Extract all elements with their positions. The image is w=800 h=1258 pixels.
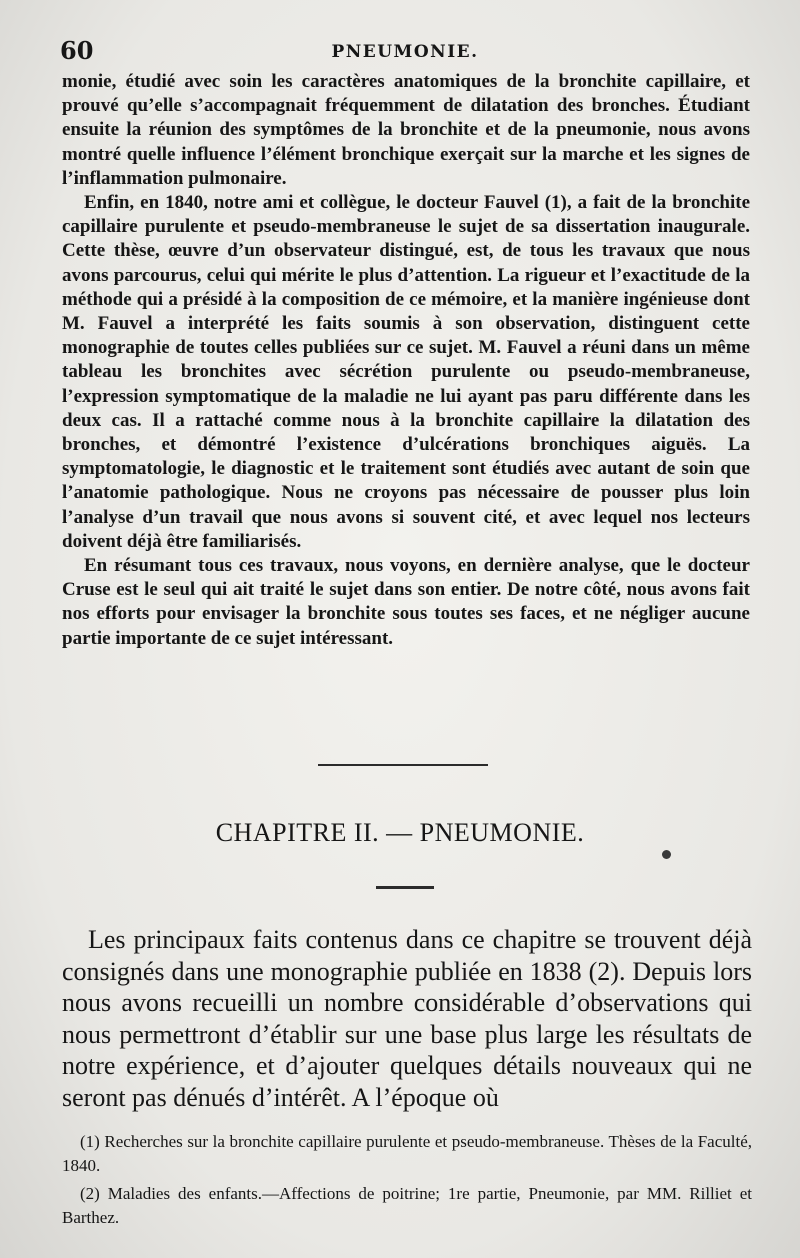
chapter-title-rule xyxy=(376,886,434,889)
chapter-intro-paragraph: Les principaux faits contenus dans ce chapitre se trouvent déjà consignés dans une monographie publiée en 1838 (2). Depuis lors nous avons recueilli un nombre considérable d’observations qui nous permettront d’établir sur une base plus large les résultats de notre expérience, et d’ajouter quelques détails nouveaux qui ne seront pas dénués d’intérêt. A l’époque où xyxy=(62,925,752,1112)
footnote-2: (2) Maladies des enfants.—Affections de poitrine; 1re partie, Pneumonie, par MM. Rilliet et Barthez. xyxy=(62,1184,752,1227)
ink-dot xyxy=(662,850,671,859)
footnotes xyxy=(62,1130,752,1234)
paragraph-continuation: monie, étudié avec soin les caractères anatomiques de la bronchite capillaire, et prouvé qu’elle s’accompagnait fréquemment de dilatation des bronches. Étudiant ensuite la réunion des symptômes de la bronchite et de la pneumonie, nous avons montré quelle influence l’élément bronchique exerçait sur la marche et les signes de l’inflammation pulmonaire. xyxy=(62,71,750,189)
paragraph-summary: En résumant tous ces travaux, nous voyons, en dernière analyse, que le docteur Cruse est le seul qui ait traité le sujet dans son entier. De notre côté, nous avons fait nos efforts pour envisager la bronchite sous toutes ses faces, et ne négliger aucune partie importante de ce sujet intéressant. xyxy=(62,555,750,649)
footnote-1: (1) Recherches sur la bronchite capillaire purulente et pseudo-membraneuse. Thèses de la Faculté, 1840. xyxy=(62,1132,752,1175)
body-text xyxy=(62,70,750,651)
running-title: PNEUMONIE. xyxy=(331,42,479,62)
page-number: 60 xyxy=(60,36,94,65)
page-header xyxy=(60,36,750,66)
chapter-intro xyxy=(62,924,752,1113)
paragraph-fauvel: Enfin, en 1840, notre ami et collègue, le docteur Fauvel (1), a fait de la bronchite capillaire purulente et pseudo-membraneuse le sujet de sa dissertation inaugurale. Cette thèse, œuvre d’un observateur distingué, est, de tous les travaux que nous avons parcourus, celui qui mérite le plus d’attention. La rigueur et l’exactitude de la méthode qui a présidé à la composition de ce mémoire, et la manière ingénieuse dont M. Fauvel a interprété les faits soumis à son observation, distinguent cette monographie de toutes celles publiées sur ce sujet. M. Fauvel a réuni dans un même tableau les bronchites avec sécrétion purulente ou pseudo-membraneuse, l’expression symptomatique de la maladie ne lui ayant pas paru différente dans les deux cas. Il a rattaché comme nous à la bronchite capillaire la dilatation des bronches, et démontré l’existence d’ulcérations bronchiques aiguës. La symptomatologie, le diagnostic et le traitement sont étudiés avec autant de soin que l’anatomie pathologique. Nous ne croyons pas nécessaire de pousser plus loin l’analyse d’un travail que nous avons si souvent cité, et avec lequel nos lecteurs doivent déjà être familiarisés. xyxy=(62,192,750,552)
section-divider xyxy=(318,764,488,766)
chapter-title: CHAPITRE II. — PNEUMONIE. xyxy=(215,818,585,847)
